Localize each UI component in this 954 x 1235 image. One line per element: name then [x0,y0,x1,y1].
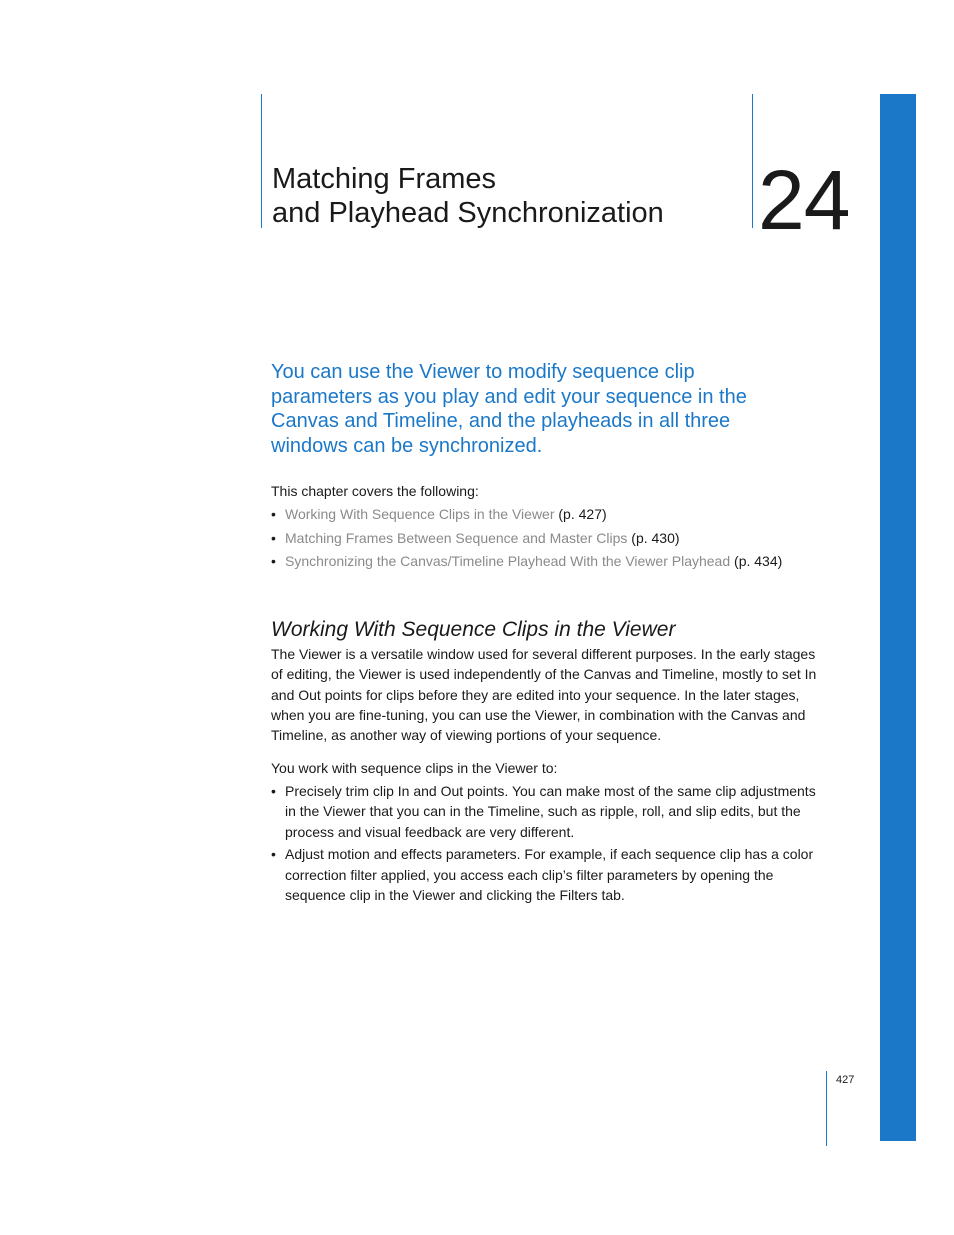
section-paragraph: The Viewer is a versatile window used for several different purposes. In the early stages of editing, the Viewer is used independently of the Canvas and Timeline, mostly to set In and Out points for clips before they are edited into your sequence. In the later stages, when you are fine-tuning, you can use the Viewer, in combination with the Canvas and Timeline, as another way of viewing portions of your sequence. [271,646,817,744]
chapter-title-line2: and Playhead Synchronization [272,197,664,229]
toc-page-ref: (p. 427) [558,506,607,522]
bullet: • [271,529,276,546]
bullet: • [271,506,276,522]
toc-item [271,528,831,548]
bullet: • [271,783,276,799]
chapter-number: 24 [758,153,850,247]
page-number: 427 [836,1074,855,1086]
list-item [271,781,823,842]
page-number-rule [826,1071,827,1146]
toc-link-working-with-sequence-clips[interactable]: Working With Sequence Clips in the Viewer [285,506,555,522]
chapter-title [272,162,664,230]
toc-page-ref: (p. 430) [631,529,680,546]
toc-item [271,551,831,571]
toc-link-synchronizing-playhead[interactable]: Synchronizing the Canvas/Timeline Playhead With the Viewer Playhead [285,553,731,569]
list-item [271,844,823,905]
toc-item [271,504,831,524]
bullet: • [271,553,276,569]
section-paragraph-intro-list: You work with sequence clips in the Viewer to: [271,760,558,776]
list-item-text: Precisely trim clip In and Out points. You can make most of the same clip adjustments in the Viewer that you can in the Timeline, such as ripple, roll, and slip edits, but the process and visual feedback are very different. [285,783,816,840]
chapter-intro: You can use the Viewer to modify sequence clip parameters as you play and edit your sequence in the Canvas and Timeline, and the playheads in all three windows can be synchronized. [271,361,747,458]
section-bullet-list [271,781,823,908]
bullet: • [271,846,276,863]
chapter-toc [271,504,831,575]
section-heading: Working With Sequence Clips in the Viewer [271,618,676,641]
chapter-number-rule [752,94,753,228]
list-item-text: Adjust motion and effects parameters. For example, if each sequence clip has a color correction filter applied, you access each clip’s filter parameters by opening the sequence clip in the Viewer and clicking the Filters tab. [285,846,814,903]
chapter-title-line1: Matching Frames [272,163,497,195]
covers-label: This chapter covers the following: [271,483,479,499]
toc-link-matching-frames[interactable]: Matching Frames Between Sequence and Master Clips [285,529,628,546]
title-left-rule [261,94,262,228]
chapter-side-tab [880,94,916,1141]
toc-page-ref: (p. 434) [734,553,783,569]
